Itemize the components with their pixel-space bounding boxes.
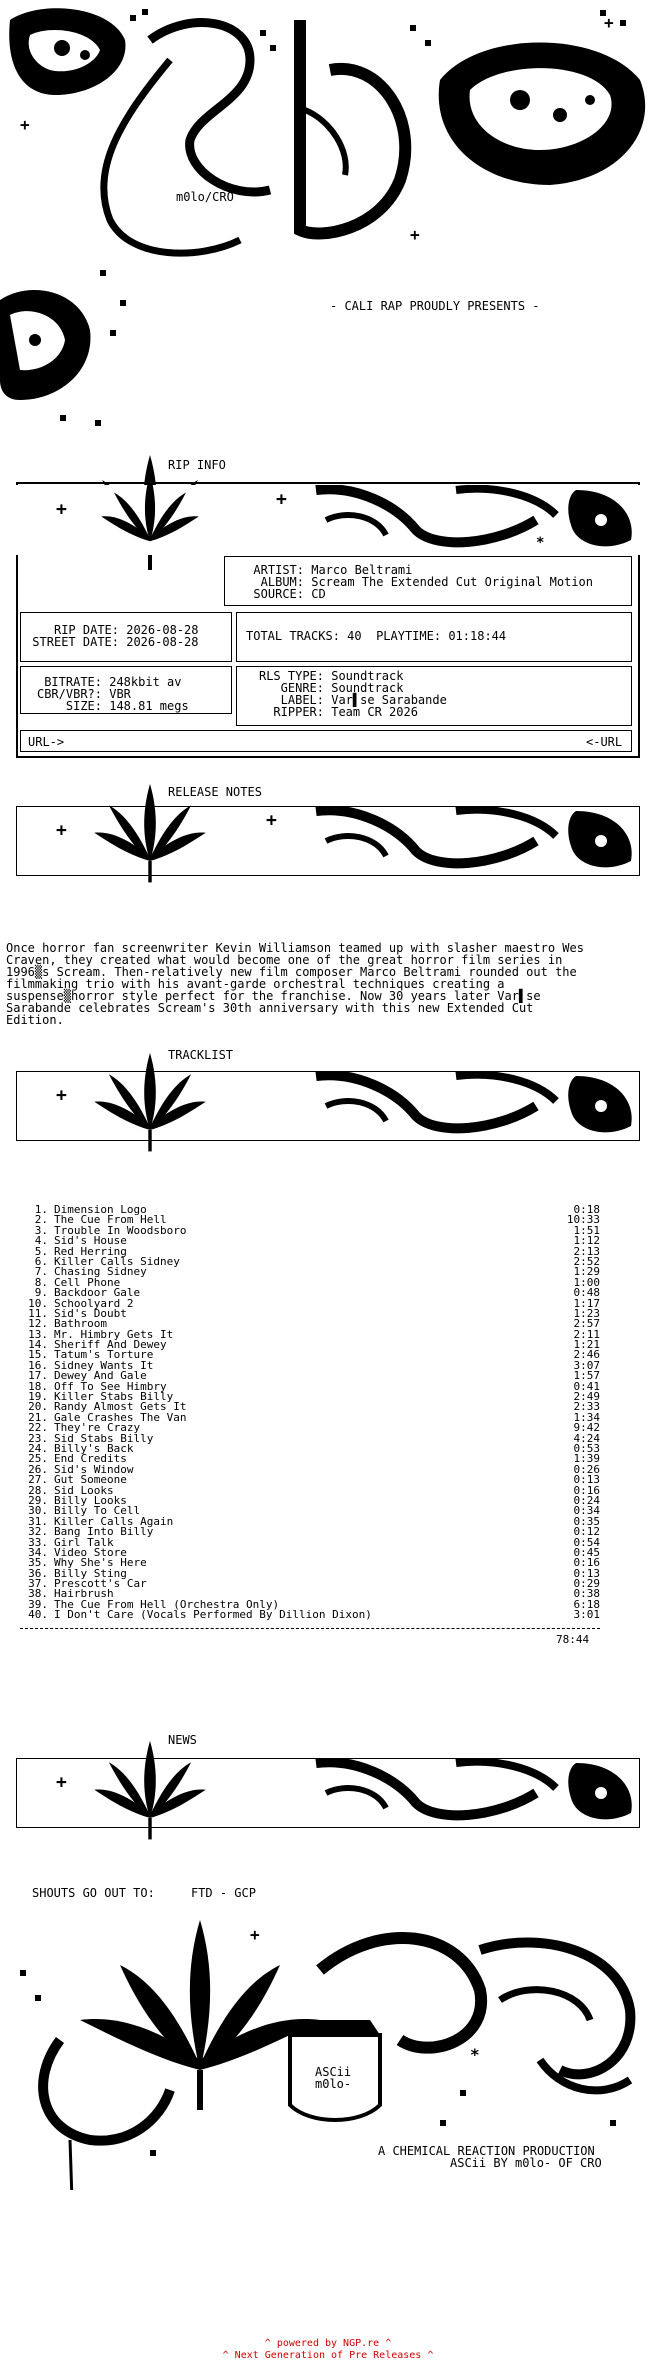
track-duration: 2:49 bbox=[573, 1390, 600, 1404]
track-duration: 1:39 bbox=[573, 1452, 600, 1466]
track-duration: 2:52 bbox=[573, 1254, 600, 1268]
svg-text:+: + bbox=[250, 1925, 260, 1944]
cannabis-leaf-icon bbox=[90, 1728, 210, 1848]
track-number: 18. bbox=[28, 1379, 48, 1393]
track-number: 1. bbox=[34, 1203, 48, 1216]
rls-type-label: RLS TYPE: bbox=[258, 669, 324, 683]
track-title: Video Store bbox=[54, 1545, 127, 1559]
track-duration: 10:33 bbox=[566, 1213, 600, 1227]
track-duration: 4:24 bbox=[573, 1431, 600, 1445]
rip-info-title: RIP INFO bbox=[168, 458, 226, 472]
url-box bbox=[20, 730, 632, 752]
header-ascii-art bbox=[0, 0, 656, 440]
track-number: 35. bbox=[28, 1556, 48, 1570]
track-number: 21. bbox=[28, 1410, 48, 1424]
track-title: Killer Calls Again bbox=[54, 1514, 174, 1528]
track-title: I Don't Care (Vocals Performed By Dillion Dixon) bbox=[54, 1608, 372, 1622]
source-row bbox=[234, 588, 326, 600]
track-number: 4. bbox=[34, 1234, 48, 1248]
track-number: 23. bbox=[28, 1431, 48, 1445]
release-notes-line: Craven, they created what would become one of the great horror film series in bbox=[6, 953, 563, 967]
track-duration: 0:38 bbox=[573, 1587, 600, 1601]
track-title: Chasing Sidney bbox=[54, 1265, 147, 1279]
total-tracks-label: TOTAL TRACKS: bbox=[246, 629, 340, 643]
track-number: 9. bbox=[34, 1286, 48, 1300]
track-title: Girl Talk bbox=[54, 1535, 114, 1549]
track-row bbox=[20, 1306, 600, 1320]
track-duration: 0:54 bbox=[573, 1535, 600, 1549]
release-notes-title: RELEASE NOTES bbox=[168, 785, 262, 799]
track-number: 19. bbox=[28, 1390, 48, 1404]
artist-value: Marco Beltrami bbox=[311, 563, 413, 577]
track-title: Randy Almost Gets It bbox=[54, 1400, 187, 1414]
track-number: 37. bbox=[28, 1577, 48, 1591]
track-number: 16. bbox=[28, 1358, 48, 1372]
svg-text:*: * bbox=[470, 2045, 480, 2064]
track-number: 10. bbox=[28, 1296, 48, 1310]
crew-tag: m0lo/CRO bbox=[176, 190, 234, 204]
release-notes-body bbox=[6, 942, 654, 1026]
svg-text:+: + bbox=[20, 115, 30, 134]
track-number: 6. bbox=[34, 1254, 48, 1268]
track-number: 13. bbox=[28, 1327, 48, 1341]
footer-powered-by[interactable]: ^ powered by NGP.re ^ bbox=[264, 2338, 392, 2349]
track-title: Sid's Doubt bbox=[54, 1306, 127, 1320]
ascii-badge-line1: ASCii bbox=[315, 2065, 352, 2079]
track-duration: 0:24 bbox=[573, 1493, 600, 1507]
track-number: 31. bbox=[28, 1514, 48, 1528]
track-duration: 1:29 bbox=[573, 1265, 600, 1279]
street-date-value: 2026-08-28 bbox=[126, 635, 199, 649]
size-row bbox=[24, 700, 189, 712]
track-title: Dewey And Gale bbox=[54, 1369, 147, 1383]
artist-label: ARTIST: bbox=[253, 563, 304, 577]
total-tracks-value: 40 bbox=[347, 629, 362, 643]
track-duration: 0:16 bbox=[573, 1483, 600, 1497]
track-title: Dimension Logo bbox=[54, 1203, 147, 1216]
track-number: 14. bbox=[28, 1338, 48, 1352]
track-title: Bang Into Billy bbox=[54, 1525, 154, 1539]
track-duration: 0:48 bbox=[573, 1286, 600, 1300]
album-label: ALBUM: bbox=[260, 575, 304, 589]
track-duration: 0:13 bbox=[573, 1473, 600, 1487]
track-title: Cell Phone bbox=[54, 1275, 121, 1289]
track-duration: 1:12 bbox=[573, 1234, 600, 1248]
track-duration: 0:29 bbox=[573, 1577, 600, 1591]
track-title: End Credits bbox=[54, 1452, 127, 1466]
track-duration: 0:18 bbox=[573, 1203, 600, 1216]
track-title: The Cue From Hell bbox=[54, 1213, 167, 1227]
track-title: Tatum's Torture bbox=[54, 1348, 154, 1362]
track-title: Gale Crashes The Van bbox=[54, 1410, 187, 1424]
svg-text:*: * bbox=[536, 535, 545, 551]
track-number: 26. bbox=[28, 1462, 48, 1476]
source-label: SOURCE: bbox=[253, 587, 304, 601]
street-date-label: STREET DATE: bbox=[32, 635, 119, 649]
svg-text:+: + bbox=[56, 499, 67, 520]
track-title: Sheriff And Dewey bbox=[54, 1338, 167, 1352]
track-duration: 3:07 bbox=[573, 1358, 600, 1372]
track-title: Red Herring bbox=[54, 1244, 127, 1258]
genre-label: GENRE: bbox=[280, 681, 324, 695]
track-duration: 2:13 bbox=[573, 1244, 600, 1258]
track-duration: 0:26 bbox=[573, 1462, 600, 1476]
track-duration: 0:41 bbox=[573, 1379, 600, 1393]
track-number: 29. bbox=[28, 1493, 48, 1507]
track-title: Killer Stabs Billy bbox=[54, 1390, 174, 1404]
footer-tagline: ^ Next Generation of Pre Releases ^ bbox=[222, 2350, 434, 2361]
track-duration: 2:57 bbox=[573, 1317, 600, 1331]
url-right-marker[interactable]: <-URL bbox=[586, 735, 623, 749]
track-title: Hairbrush bbox=[54, 1587, 114, 1601]
ripper-row bbox=[246, 706, 418, 718]
track-number: 30. bbox=[28, 1504, 48, 1518]
track-duration: 1:51 bbox=[573, 1223, 600, 1237]
shouts-row bbox=[32, 1887, 256, 1899]
track-number: 38. bbox=[28, 1587, 48, 1601]
svg-text:+: + bbox=[56, 1772, 67, 1793]
track-number: 2. bbox=[34, 1213, 48, 1227]
release-notes-line: Edition. bbox=[6, 1013, 64, 1027]
track-number: 3. bbox=[34, 1223, 48, 1237]
track-number: 15. bbox=[28, 1348, 48, 1362]
track-title: Schoolyard 2 bbox=[54, 1296, 134, 1310]
track-number: 8. bbox=[34, 1275, 48, 1289]
source-value: CD bbox=[311, 587, 326, 601]
track-title: Sid Looks bbox=[54, 1483, 114, 1497]
bitrate-label: BITRATE: bbox=[44, 675, 102, 689]
rip-date-value: 2026-08-28 bbox=[126, 623, 199, 637]
release-notes-line: suspense▒horror style perfect for the franchise. Now 30 years later Var▌se bbox=[6, 989, 541, 1003]
credits-line2: ASCii BY m0lo- OF CRO bbox=[450, 2156, 602, 2170]
track-number: 5. bbox=[34, 1244, 48, 1258]
svg-text:+: + bbox=[410, 225, 420, 244]
track-title: Prescott's Car bbox=[54, 1577, 147, 1591]
tracks-row bbox=[246, 630, 506, 642]
track-duration: 9:42 bbox=[573, 1421, 600, 1435]
track-duration: 1:21 bbox=[573, 1338, 600, 1352]
track-title: Billy Looks bbox=[54, 1493, 127, 1507]
svg-text:+: + bbox=[604, 13, 614, 32]
svg-text:+: + bbox=[56, 1085, 67, 1106]
street-date-row bbox=[24, 636, 198, 648]
track-number: 22. bbox=[28, 1421, 48, 1435]
tracklist-title: TRACKLIST bbox=[168, 1048, 234, 1062]
track-title: Off To See Himbry bbox=[54, 1379, 167, 1393]
track-title: Gut Someone bbox=[54, 1473, 127, 1487]
url-left-marker[interactable]: URL-> bbox=[28, 735, 65, 749]
track-number: 11. bbox=[28, 1306, 48, 1320]
track-duration: 1:17 bbox=[573, 1296, 600, 1310]
size-label: SIZE: bbox=[65, 699, 102, 713]
credits-line1: A CHEMICAL REACTION PRODUCTION bbox=[378, 2144, 595, 2158]
track-duration: 1:34 bbox=[573, 1410, 600, 1424]
track-number: 32. bbox=[28, 1525, 48, 1539]
track-title: Sidney Wants It bbox=[54, 1358, 154, 1372]
track-number: 34. bbox=[28, 1545, 48, 1559]
track-number: 25. bbox=[28, 1452, 48, 1466]
playtime-value: 01:18:44 bbox=[448, 629, 507, 643]
track-title: Backdoor Gale bbox=[54, 1286, 141, 1300]
track-title: Mr. Himbry Gets It bbox=[54, 1327, 174, 1341]
presents-line: - CALI RAP PROUDLY PRESENTS - bbox=[330, 299, 540, 313]
tracklist-table bbox=[20, 1205, 600, 1621]
track-title: Billy's Back bbox=[54, 1441, 134, 1455]
track-title: Sid Stabs Billy bbox=[54, 1431, 154, 1445]
track-duration: 3:01 bbox=[573, 1608, 600, 1622]
cannabis-leaf-icon bbox=[90, 1040, 210, 1160]
track-duration: 0:34 bbox=[573, 1504, 600, 1518]
track-title: The Cue From Hell (Orchestra Only) bbox=[54, 1597, 280, 1611]
cannabis-leaf-icon bbox=[90, 776, 210, 886]
ripper-label: RIPPER: bbox=[273, 705, 324, 719]
svg-text:+: + bbox=[600, 1955, 610, 1974]
track-title: Why She's Here bbox=[54, 1556, 147, 1570]
cbr-vbr-label: CBR/VBR?: bbox=[36, 687, 102, 701]
track-duration: 0:13 bbox=[573, 1566, 600, 1580]
release-notes-line: Once horror fan screenwriter Kevin Williamson teamed up with slasher maestro Wes bbox=[6, 941, 584, 955]
ascii-badge-line2: m0lo- bbox=[315, 2077, 352, 2091]
track-duration: 0:16 bbox=[573, 1556, 600, 1570]
track-duration: 2:11 bbox=[573, 1327, 600, 1341]
shouts-value: FTD - GCP bbox=[190, 1886, 256, 1900]
genre-value: Soundtrack bbox=[331, 681, 404, 695]
track-number: 20. bbox=[28, 1400, 48, 1414]
shouts-label: SHOUTS GO OUT TO: bbox=[32, 1886, 155, 1900]
track-title: Trouble In Woodsboro bbox=[54, 1223, 187, 1237]
track-number: 27. bbox=[28, 1473, 48, 1487]
track-number: 24. bbox=[28, 1441, 48, 1455]
track-duration: 0:12 bbox=[573, 1525, 600, 1539]
release-notes-line: 1996▒s Scream. Then-relatively new film composer Marco Beltrami rounded out the bbox=[6, 965, 577, 979]
cannabis-leaf-icon bbox=[90, 470, 210, 560]
track-title: Killer Calls Sidney bbox=[54, 1254, 180, 1268]
album-value: Scream The Extended Cut Original Motion bbox=[311, 575, 593, 589]
track-duration: 2:46 bbox=[573, 1348, 600, 1362]
track-duration: 0:45 bbox=[573, 1545, 600, 1559]
track-number: 36. bbox=[28, 1566, 48, 1580]
track-title: They're Crazy bbox=[54, 1421, 141, 1435]
release-notes-line: filmmaking trio with his avant-garde orchestral techniques creating a bbox=[6, 977, 505, 991]
ripper-value: Team CR 2026 bbox=[331, 705, 418, 719]
track-title: Sid's House bbox=[54, 1234, 127, 1248]
cbr-vbr-value: VBR bbox=[109, 687, 131, 701]
track-row bbox=[20, 1610, 600, 1620]
track-number: 33. bbox=[28, 1535, 48, 1549]
track-duration: 2:33 bbox=[573, 1400, 600, 1414]
track-duration: 6:18 bbox=[573, 1597, 600, 1611]
tracklist-divider bbox=[20, 1628, 600, 1629]
label-label: LABEL: bbox=[280, 693, 324, 707]
track-duration: 1:57 bbox=[573, 1369, 600, 1383]
track-title: Sid's Window bbox=[54, 1462, 134, 1476]
track-number: 12. bbox=[28, 1317, 48, 1331]
track-title: Billy Sting bbox=[54, 1566, 127, 1580]
track-number: 17. bbox=[28, 1369, 48, 1383]
news-title: NEWS bbox=[168, 1733, 197, 1747]
track-duration: 0:53 bbox=[573, 1441, 600, 1455]
track-number: 28. bbox=[28, 1483, 48, 1497]
svg-text:+: + bbox=[276, 489, 287, 510]
track-duration: 1:00 bbox=[573, 1275, 600, 1289]
rip-date-label: RIP DATE: bbox=[53, 623, 119, 637]
track-duration: 1:23 bbox=[573, 1306, 600, 1320]
track-number: 39. bbox=[28, 1597, 48, 1611]
track-number: 40. bbox=[28, 1608, 48, 1622]
track-duration: 0:35 bbox=[573, 1514, 600, 1528]
bitrate-value: 248kbit av bbox=[109, 675, 182, 689]
rls-type-value: Soundtrack bbox=[331, 669, 404, 683]
playtime-label: PLAYTIME: bbox=[376, 629, 442, 643]
svg-text:+: + bbox=[266, 810, 277, 831]
svg-text:+: + bbox=[56, 820, 67, 841]
track-number: 7. bbox=[34, 1265, 48, 1279]
release-notes-line: Sarabande celebrates Scream's 30th anniversary with this new Extended Cut bbox=[6, 1001, 534, 1015]
size-value: 148.81 megs bbox=[109, 699, 189, 713]
track-title: Bathroom bbox=[54, 1317, 107, 1331]
label-value: Var▌se Sarabande bbox=[331, 693, 447, 707]
track-title: Billy To Cell bbox=[54, 1504, 141, 1518]
tracklist-total: 78:44 bbox=[556, 1633, 590, 1646]
